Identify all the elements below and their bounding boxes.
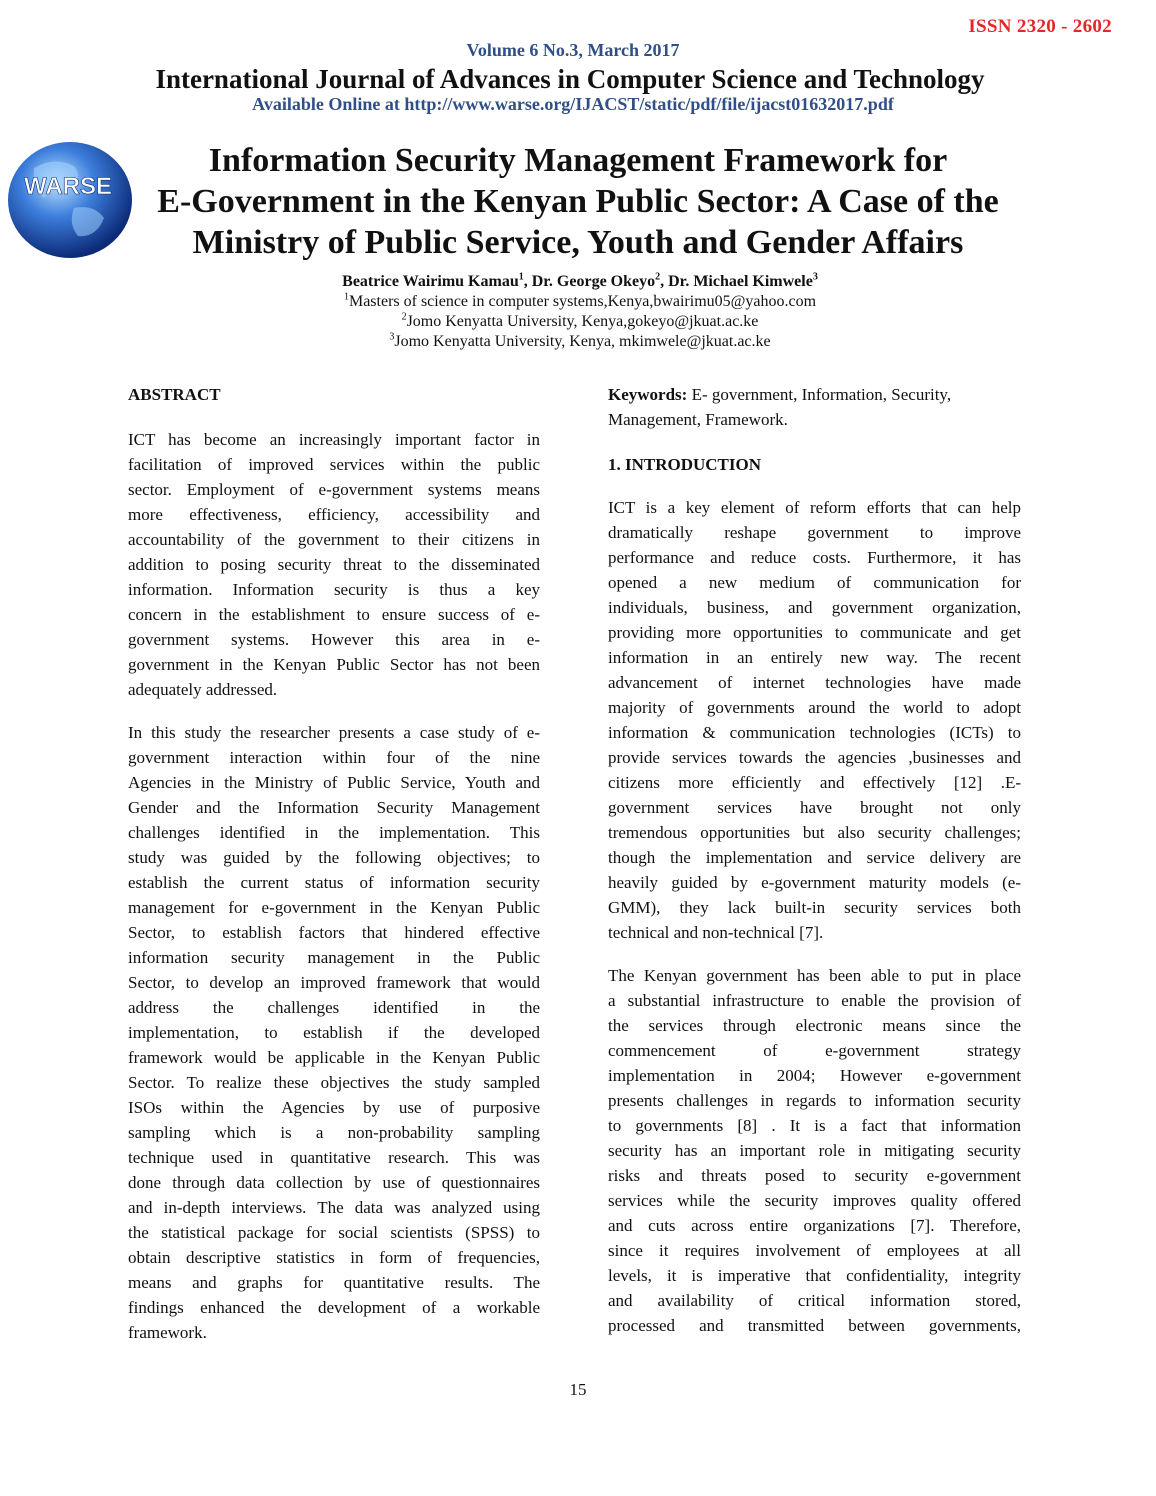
- text-line: Sector, to develop an improved framework that would: [128, 973, 540, 992]
- text-line: advancement of internet technologies have made: [608, 673, 1021, 692]
- text-line: findings enhanced the development of a workable: [128, 1298, 540, 1317]
- text-line: tremendous opportunities but also security challenges;: [608, 823, 1021, 842]
- volume-info: Volume 6 No.3, March 2017: [466, 40, 680, 60]
- author-2: , Dr. George Okeyo: [523, 273, 656, 290]
- affiliation-3: [0, 332, 1156, 352]
- issn: ISSN 2320 - 2602: [968, 16, 1112, 37]
- author-3: , Dr. Michael Kimwele: [660, 273, 813, 290]
- text-line: technical and non-technical [7].: [608, 923, 824, 942]
- abstract-heading: ABSTRACT: [128, 385, 221, 404]
- affiliation-1: [0, 292, 1156, 312]
- text-line: and availability of critical information stored,: [608, 1291, 1021, 1310]
- text-line: establish the current status of information security: [128, 873, 540, 892]
- text-line: challenges identified in the implementation. This: [128, 823, 540, 842]
- svg-text:WARSE: WARSE: [23, 173, 113, 200]
- text-line: information security management in the Public: [128, 948, 540, 967]
- text-line: sampling which is a non-probability sampling: [128, 1123, 540, 1142]
- title-line: Information Security Management Framework for: [208, 142, 948, 179]
- affiliation-text: Jomo Kenyatta University, Kenya, mkimwele@jkuat.ac.ke: [394, 333, 771, 350]
- text-line: heavily guided by e-government maturity models (e-: [608, 873, 1021, 892]
- text-line: Sector, to establish factors that hindered effective: [128, 923, 540, 942]
- superscript: 3: [812, 271, 818, 283]
- text-line: though the implementation and service delivery are: [608, 848, 1021, 867]
- text-line: a substantial infrastructure to enable the provision of: [608, 991, 1021, 1010]
- text-line: and in-depth interviews. The data was analyzed using: [128, 1198, 540, 1217]
- text-line: adequately addressed.: [128, 680, 278, 699]
- text-line: done through data collection by use of questionnaires: [128, 1173, 540, 1192]
- superscript: 2: [655, 271, 661, 283]
- text-line: means and graphs for quantitative results. The: [128, 1273, 540, 1292]
- text-line: addition to posing security threat to the disseminated: [128, 555, 540, 574]
- superscript: 2: [401, 311, 407, 323]
- text-line: processed and transmitted between governments,: [608, 1316, 1021, 1335]
- text-line: government systems. However this area in e-: [128, 630, 540, 649]
- text-line: obtain descriptive statistics in form of frequencies,: [128, 1248, 540, 1267]
- text-line: citizens more efficiently and effectively [12] .E-: [608, 773, 1021, 792]
- text-line: In this study the researcher presents a case study of e-: [128, 723, 540, 742]
- keywords: [608, 382, 1021, 432]
- text-line: more effectiveness, efficiency, accessibility and: [128, 505, 540, 524]
- keywords-list-cont: Management, Framework.: [608, 410, 788, 429]
- text-line: study was guided by the following objectives; to: [128, 848, 540, 867]
- text-line: presents challenges in regards to information security: [608, 1091, 1021, 1110]
- title-line: Ministry of Public Service, Youth and Gender Affairs: [192, 224, 964, 261]
- text-line: the services through electronic means since the: [608, 1016, 1021, 1035]
- text-line: accountability of the government to their citizens in: [128, 530, 540, 549]
- text-line: provide services towards the agencies ,businesses and: [608, 748, 1021, 767]
- text-line: to governments [8] . It is a fact that information: [608, 1116, 1021, 1135]
- text-line: implementation, to establish if the developed: [128, 1023, 540, 1042]
- text-line: opened a new medium of communication for: [608, 573, 1021, 592]
- text-line: facilitation of improved services within the public: [128, 455, 540, 474]
- introduction-paragraph-2: [608, 963, 1021, 1338]
- affiliation-text: Masters of science in computer systems,Kenya,bwairimu05@yahoo.com: [348, 293, 817, 310]
- text-line: security has an important role in mitigating security: [608, 1141, 1021, 1160]
- superscript: 1: [343, 291, 349, 303]
- authors-block: [0, 272, 1156, 352]
- text-line: ICT has become an increasingly important factor in: [128, 430, 540, 449]
- text-line: information & communication technologies (ICTs) to: [608, 723, 1021, 742]
- abstract-paragraph-1: [128, 427, 540, 702]
- text-line: implementation in 2004; However e-government: [608, 1066, 1021, 1085]
- introduction-heading: 1. INTRODUCTION: [608, 455, 762, 474]
- text-line: and cuts across entire organizations [7]. Therefore,: [608, 1216, 1021, 1235]
- text-line: services while the security improves quality offered: [608, 1191, 1021, 1210]
- text-line: commencement of e-government strategy: [608, 1041, 1021, 1060]
- text-line: technique used in quantitative research. This was: [128, 1148, 540, 1167]
- text-line: Sector. To realize these objectives the study sampled: [128, 1073, 540, 1092]
- keywords-label: Keywords:: [608, 385, 688, 404]
- text-line: the statistical package for social scientists (SPSS) to: [128, 1223, 540, 1242]
- text-line: address the challenges identified in the: [128, 998, 540, 1017]
- text-line: information. Information security is thus a key: [128, 580, 540, 599]
- text-line: management for e-government in the Kenyan Public: [128, 898, 540, 917]
- text-line: GMM), they lack built-in security services both: [608, 898, 1021, 917]
- text-line: The Kenyan government has been able to put in place: [608, 966, 1021, 985]
- title-line: E-Government in the Kenyan Public Sector: A Case of the: [157, 183, 999, 220]
- author-1: Beatrice Wairimu Kamau: [342, 273, 519, 290]
- text-line: framework.: [128, 1323, 207, 1342]
- text-line: risks and threats posed to security e-government: [608, 1166, 1021, 1185]
- superscript: 1: [518, 271, 524, 283]
- text-line: ISOs within the Agencies by use of purposive: [128, 1098, 540, 1117]
- text-line: Gender and the Information Security Management: [128, 798, 540, 817]
- text-line: providing more opportunities to communicate and get: [608, 623, 1021, 642]
- text-line: performance and reduce costs. Furthermore, it has: [608, 548, 1021, 567]
- text-line: levels, it is imperative that confidentiality, integrity: [608, 1266, 1021, 1285]
- journal-title: International Journal of Advances in Computer Science and Technology: [155, 64, 985, 94]
- text-line: majority of governments around the world to adopt: [608, 698, 1021, 717]
- text-line: sector. Employment of e-government systems means: [128, 480, 540, 499]
- affiliation-2: [0, 312, 1156, 332]
- text-line: government services have brought not only: [608, 798, 1021, 817]
- keywords-list: E- government, Information, Security,: [687, 385, 952, 404]
- text-line: concern in the establishment to ensure success of e-: [128, 605, 540, 624]
- text-line: government in the Kenyan Public Sector has not been: [128, 655, 540, 674]
- text-line: since it requires involvement of employees at all: [608, 1241, 1021, 1260]
- abstract-paragraph-2: [128, 720, 540, 1345]
- author-names: [0, 272, 1156, 292]
- text-line: individuals, business, and government organization,: [608, 598, 1021, 617]
- introduction-paragraph-1: [608, 495, 1021, 945]
- text-line: dramatically reshape government to improve: [608, 523, 1021, 542]
- text-line: ICT is a key element of reform efforts that can help: [608, 498, 1021, 517]
- superscript: 3: [389, 331, 395, 343]
- affiliation-text: Jomo Kenyatta University, Kenya,gokeyo@jkuat.ac.ke: [406, 313, 759, 330]
- text-line: Agencies in the Ministry of Public Service, Youth and: [128, 773, 540, 792]
- text-line: information in an entirely new way. The recent: [608, 648, 1021, 667]
- available-online-link[interactable]: Available Online at http://www.warse.org/IJACST/static/pdf/file/ijacst01632017.pdf: [252, 94, 894, 114]
- page-number: 15: [569, 1380, 587, 1399]
- text-line: government interaction within four of the nine: [128, 748, 540, 767]
- text-line: framework would be applicable in the Kenyan Public: [128, 1048, 540, 1067]
- paper-title: [0, 140, 1156, 263]
